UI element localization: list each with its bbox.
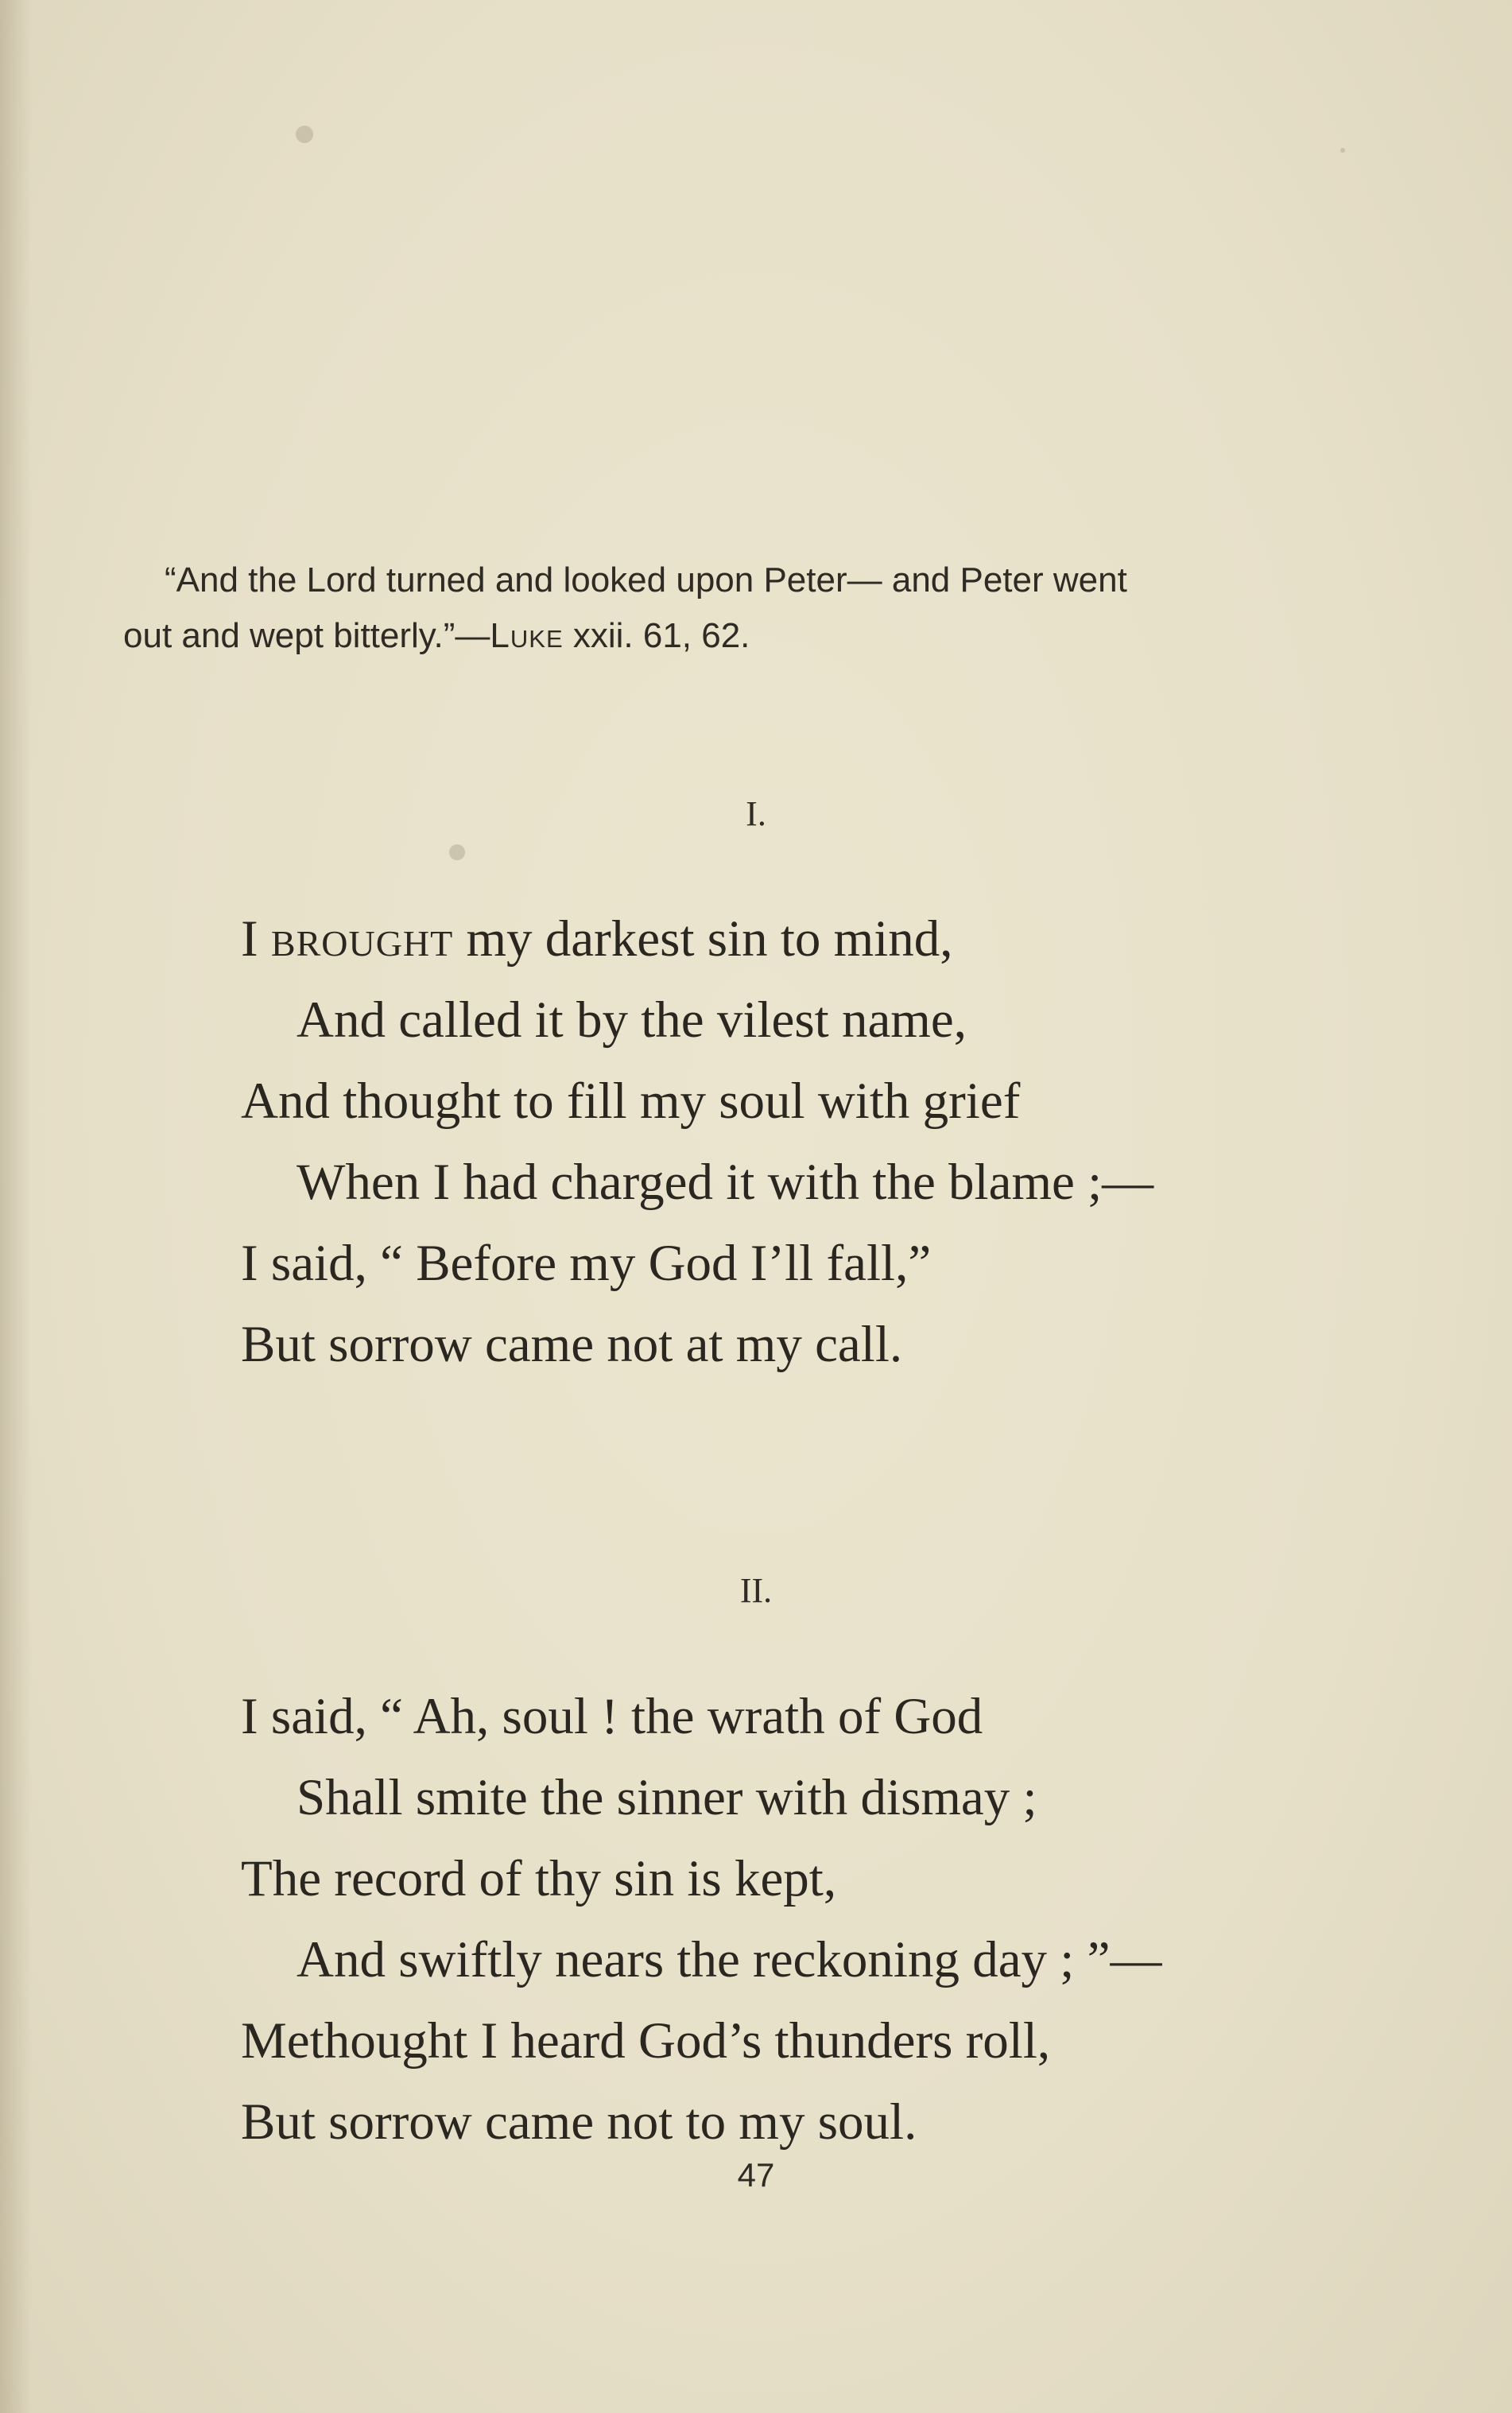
stanza-1-line-3: And thought to fill my soul with grief — [241, 1073, 1021, 1130]
stanza-numeral-2: II. — [739, 1571, 773, 1610]
stanza-1-line-5: I said, “ Before my God I’ll fall,” — [241, 1235, 932, 1292]
small-caps-word: brought — [270, 910, 454, 968]
line-remainder: my darkest sin to mind, — [453, 910, 953, 968]
stanza-2-line-4: And swiftly nears the reckoning day ; ”— — [297, 1931, 1162, 1988]
stanza-1-line-2: And called it by the vilest name, — [297, 991, 967, 1049]
stanza-1 — [241, 898, 1433, 1385]
stanza-2-line-6: But sorrow came not to my soul. — [241, 2093, 917, 2151]
stanza-1-line-1 — [241, 898, 1433, 980]
drop-word-initial: I — [241, 910, 271, 968]
stanza-1-line-6: But sorrow came not at my call. — [241, 1316, 903, 1373]
epigraph-reference-verse: xxii. 61, 62. — [563, 616, 750, 655]
epigraph-line-1: “And the Lord turned and looked upon Peter— and Peter went — [165, 561, 1127, 599]
epigraph-reference-book: Luke — [490, 616, 564, 655]
stanza-2 — [241, 1676, 1433, 2163]
stanza-2-line-1: I said, “ Ah, soul ! the wrath of God — [241, 1688, 983, 1745]
stanza-2-line-2: Shall smite the sinner with dismay ; — [297, 1769, 1037, 1826]
stanza-numeral-1: I. — [746, 794, 766, 833]
paper-speck — [449, 844, 465, 860]
stanza-2-line-3: The record of thy sin is kept, — [241, 1850, 837, 1907]
paper-speck — [296, 126, 313, 143]
stanza-1-line-4: When I had charged it with the blame ;— — [297, 1154, 1154, 1211]
paper-speck — [1340, 148, 1345, 153]
stanza-2-line-5: Methought I heard God’s thunders roll, — [241, 2012, 1051, 2070]
page-gutter-shadow — [0, 0, 32, 2413]
epigraph — [123, 553, 1395, 664]
epigraph-quote-end: out and wept bitterly.”— — [123, 616, 490, 655]
page-number: 47 — [737, 2156, 775, 2194]
epigraph-line-2 — [123, 608, 1395, 664]
